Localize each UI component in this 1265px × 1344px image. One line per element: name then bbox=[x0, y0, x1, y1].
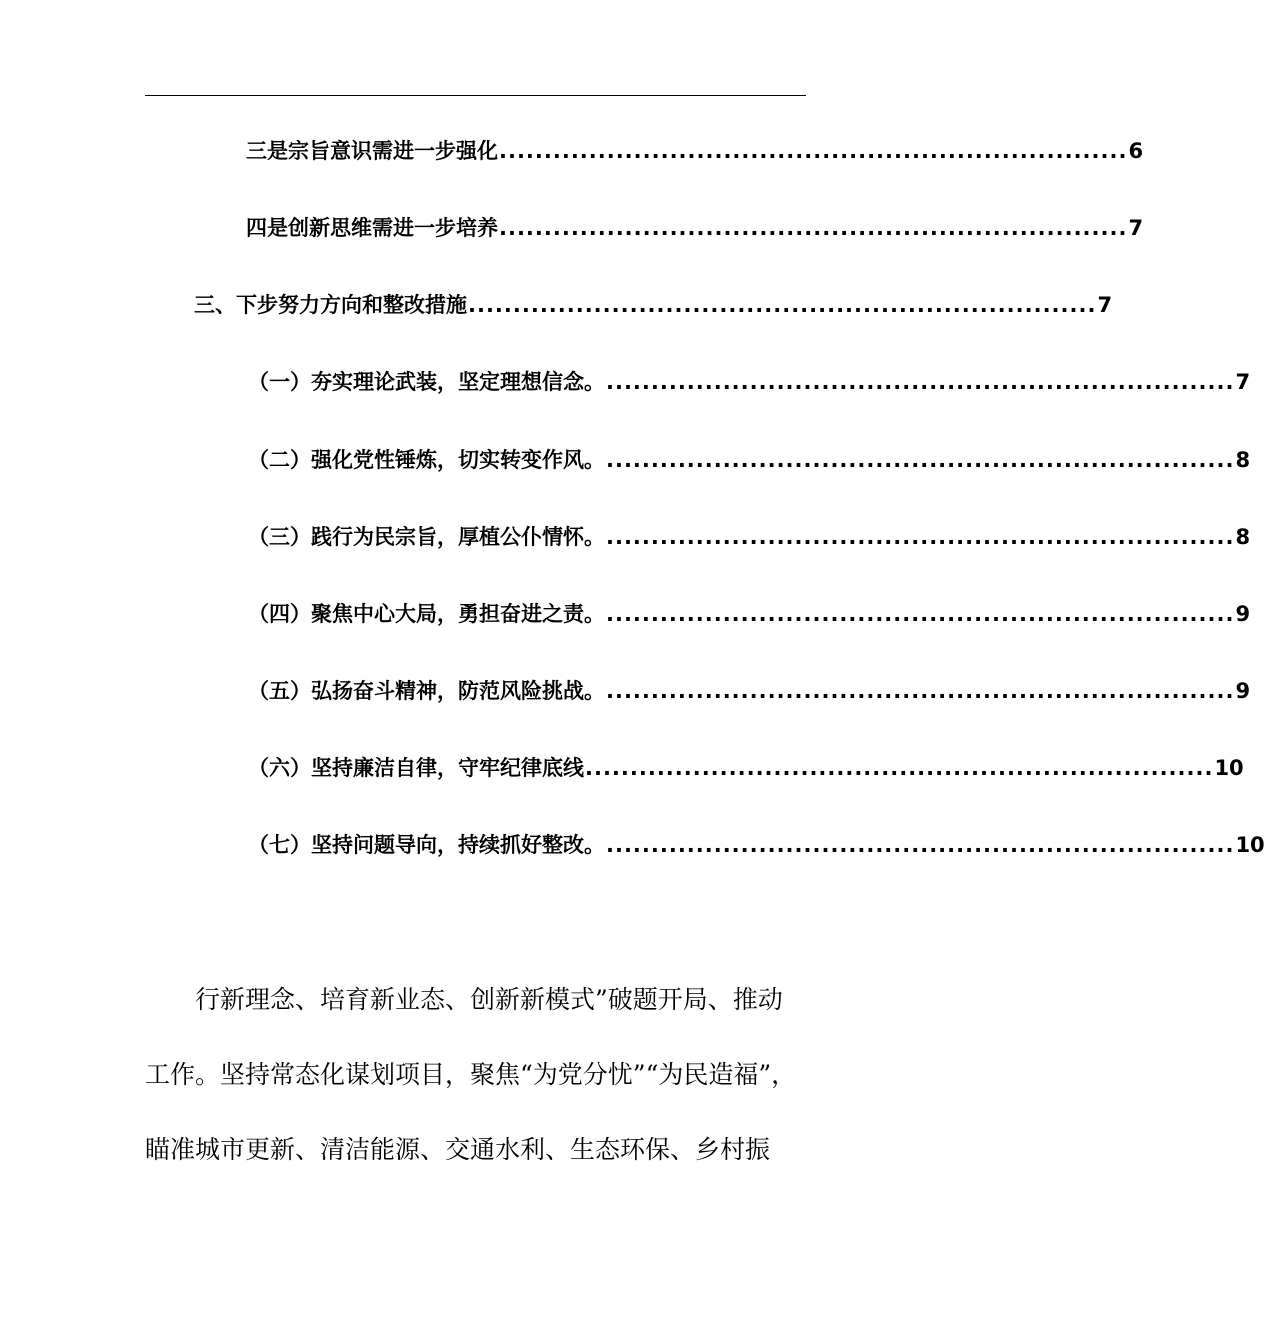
toc-entry[interactable] bbox=[248, 445, 1251, 475]
toc-page-number: 9 bbox=[1235, 679, 1251, 703]
toc-entry-text: （七）坚持问题导向，持续抓好整改。 bbox=[248, 833, 605, 857]
toc-entry[interactable] bbox=[248, 522, 1251, 552]
toc-entry-text: （三）践行为民宗旨，厚植公仆情怀。 bbox=[248, 525, 605, 549]
toc-page-number: 8 bbox=[1235, 448, 1251, 472]
toc-entry[interactable] bbox=[246, 136, 1144, 166]
toc-entry[interactable] bbox=[248, 830, 1265, 860]
toc-entry-text: 三、下步努力方向和整改措施 bbox=[194, 293, 467, 317]
toc-entry[interactable] bbox=[248, 676, 1251, 706]
toc-entry[interactable] bbox=[246, 213, 1144, 243]
toc-entry[interactable] bbox=[248, 599, 1251, 629]
toc-entry-text: （四）聚焦中心大局，勇担奋进之责。 bbox=[248, 602, 605, 626]
toc-page-number: 8 bbox=[1235, 525, 1251, 549]
toc-entry[interactable] bbox=[248, 367, 1251, 397]
toc-entry-text: （一）夯实理论武装，坚定理想信念。 bbox=[248, 370, 605, 394]
toc-leader-dots: ...................................................................... bbox=[606, 448, 1235, 472]
toc-page-number: 7 bbox=[1097, 293, 1113, 317]
body-paragraph-line: 行新理念、培育新业态、创新新模式”破题开局、推动 bbox=[195, 985, 783, 1014]
toc-leader-dots: ...................................................................... bbox=[606, 525, 1235, 549]
toc-page-number: 10 bbox=[1235, 833, 1265, 857]
toc-entry[interactable] bbox=[194, 290, 1113, 320]
toc-page-number: 6 bbox=[1128, 139, 1144, 163]
toc-page-number: 10 bbox=[1214, 756, 1244, 780]
toc-page-number: 7 bbox=[1128, 216, 1144, 240]
toc-entry-text: （五）弘扬奋斗精神，防范风险挑战。 bbox=[248, 679, 605, 703]
toc-leader-dots: ...................................................................... bbox=[468, 293, 1097, 317]
toc-entry-text: （六）坚持廉洁自律，守牢纪律底线 bbox=[248, 756, 584, 780]
toc-entry[interactable] bbox=[248, 753, 1244, 783]
header-rule bbox=[145, 95, 806, 96]
toc-leader-dots: ...................................................................... bbox=[606, 679, 1235, 703]
toc-entry-text: 三是宗旨意识需进一步强化 bbox=[246, 139, 498, 163]
body-paragraph-line: 工作。坚持常态化谋划项目，聚焦“为党分忧”“为民造福”， bbox=[145, 1060, 797, 1089]
toc-leader-dots: ...................................................................... bbox=[499, 139, 1128, 163]
toc-entry-text: 四是创新思维需进一步培养 bbox=[246, 216, 498, 240]
toc-leader-dots: ...................................................................... bbox=[606, 602, 1235, 626]
toc-leader-dots: ...................................................................... bbox=[606, 833, 1235, 857]
body-paragraph-line: 瞄准城市更新、清洁能源、交通水利、生态环保、乡村振 bbox=[145, 1135, 771, 1164]
toc-page-number: 7 bbox=[1235, 370, 1251, 394]
toc-leader-dots: ...................................................................... bbox=[606, 370, 1235, 394]
toc-leader-dots: ...................................................................... bbox=[585, 756, 1214, 780]
toc-page-number: 9 bbox=[1235, 602, 1251, 626]
toc-entry-text: （二）强化党性锤炼，切实转变作风。 bbox=[248, 448, 605, 472]
toc-leader-dots: ...................................................................... bbox=[499, 216, 1128, 240]
